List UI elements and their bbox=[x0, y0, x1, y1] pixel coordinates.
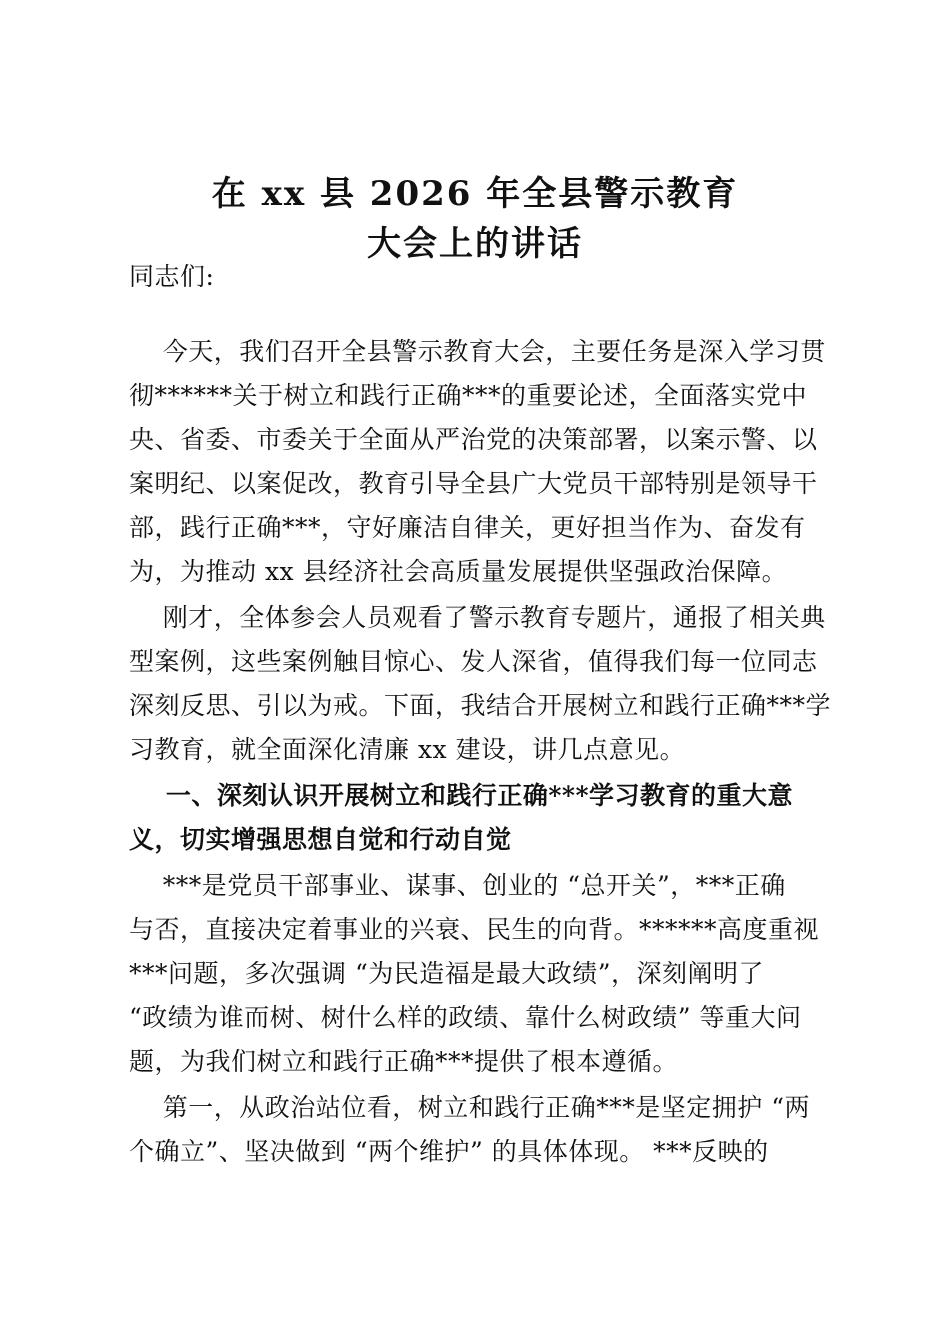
paragraph-line: 今天，我们召开全县警示教育大会，主要任务是深入学习贯 bbox=[129, 337, 826, 366]
paragraph-line: 题，为我们树立和践行正确***提供了根本遵循。 bbox=[129, 1047, 679, 1076]
section-heading-line: 义，切实增强思想自觉和行动自觉 bbox=[129, 825, 512, 854]
document-title-line-2: 大会上的讲话 bbox=[367, 224, 583, 264]
paragraph-line: 与否，直接决定着事业的兴衰、民生的向背。******高度重视 bbox=[129, 915, 820, 944]
paragraph-line: 习教育，就全面深化清廉 xx 建设，讲几点意见。 bbox=[129, 735, 686, 764]
paragraph-line: 为，为推动 xx 县经济社会高质量发展提供坚强政治保障。 bbox=[129, 557, 788, 586]
paragraph-line: 央、省委、市委关于全面从严治党的决策部署，以案示警、以 bbox=[129, 425, 818, 454]
document-title-line-1: 在 xx 县 2026 年全县警示教育 bbox=[211, 174, 739, 214]
paragraph-line: 第一，从政治站位看，树立和践行正确***是坚定拥护 “两 bbox=[129, 1093, 811, 1122]
paragraph-line: 刚才，全体参会人员观看了警示教育专题片，通报了相关典 bbox=[129, 603, 826, 632]
paragraph-line: 案明纪、以案促改，教育引导全县广大党员干部特别是领导干 bbox=[129, 469, 818, 498]
paragraph-line: ***是党员干部事业、谋事、创业的 “总开关”，***正确 bbox=[129, 871, 786, 900]
paragraph-line: 深刻反思、引以为戒。下面，我结合开展树立和践行正确***学 bbox=[129, 691, 832, 720]
paragraph-line: “政绩为谁而树、树什么样的政绩、靠什么树政绩” 等重大问 bbox=[129, 1003, 802, 1032]
paragraph-line: 彻******关于树立和践行正确***的重要论述，全面落实党中 bbox=[129, 381, 808, 410]
paragraph-line: 个确立”、坚决做到 “两个维护” 的具体体现。 ***反映的 bbox=[129, 1137, 769, 1166]
paragraph-line: 部，践行正确***，守好廉洁自律关，更好担当作为、奋发有 bbox=[129, 513, 806, 542]
paragraph-line: 型案例，这些案例触目惊心、发人深省，值得我们每一位同志 bbox=[129, 647, 818, 676]
paragraph-line: ***问题，多次强调 “为民造福是最大政绩”，深刻阐明了 bbox=[129, 959, 765, 988]
salutation: 同志们: bbox=[129, 262, 215, 291]
section-heading-line: 一、深刻认识开展树立和践行正确***学习教育的重大意 bbox=[129, 781, 794, 810]
